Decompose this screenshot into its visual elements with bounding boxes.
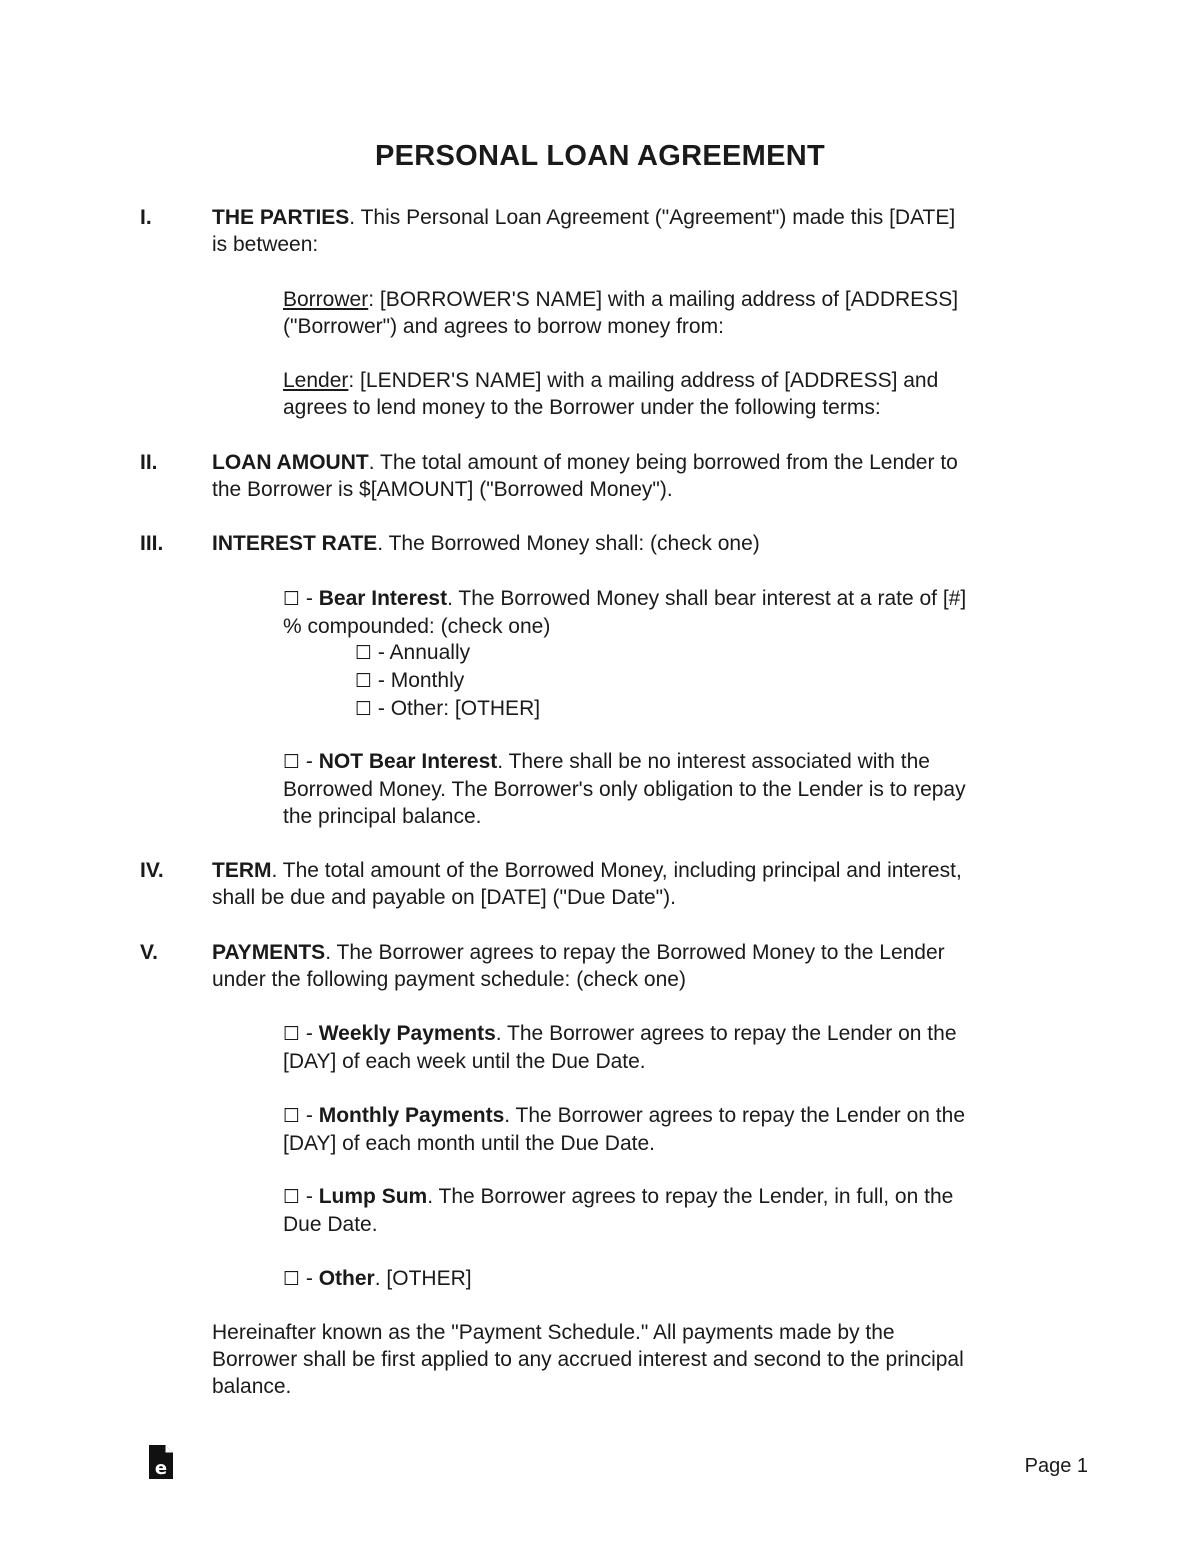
section-heading: PAYMENTS — [212, 941, 326, 964]
payment-schedule-note — [212, 1319, 1072, 1400]
option-label: Weekly Payments — [318, 1022, 496, 1045]
option-label: NOT Bear Interest — [318, 750, 498, 773]
text-line: ("Borrower") and agrees to borrow money from: — [283, 315, 724, 338]
section-text — [212, 204, 1060, 258]
section-text — [212, 449, 1060, 503]
section-number: I. — [140, 206, 152, 229]
option-label: Lump Sum — [318, 1185, 428, 1208]
section-heading: THE PARTIES — [212, 206, 350, 229]
checkbox[interactable]: ☐ — [283, 1186, 301, 1208]
eforms-logo-icon — [147, 1443, 175, 1481]
checkbox[interactable]: ☐ — [355, 670, 373, 692]
section-number: IV. — [140, 859, 164, 882]
page-number: Page 1 — [1024, 1455, 1088, 1477]
text-line: . The Borrowed Money shall: (check one) — [377, 532, 760, 555]
section-number: III. — [140, 532, 164, 555]
text-line: the principal balance. — [283, 805, 482, 828]
option-label: - Annually — [372, 641, 471, 664]
option-label: Other — [318, 1267, 375, 1290]
option-annually — [355, 639, 955, 667]
option-other-payment: ☐ - Other. [OTHER] — [283, 1267, 472, 1290]
checkbox[interactable]: ☐ — [283, 1105, 301, 1127]
text-line: Due Date. — [283, 1213, 378, 1236]
checkbox[interactable]: ☐ — [283, 588, 301, 610]
section-number: II. — [140, 451, 158, 474]
section-heading: LOAN AMOUNT — [212, 451, 369, 474]
text-line: . This Personal Loan Agreement ("Agreement") made this [DATE] — [349, 206, 956, 229]
text-line: . The total amount of the Borrowed Money, including principal and interest, — [271, 859, 962, 882]
text-line: is between: — [212, 233, 319, 256]
text-line: Borrower shall be first applied to any accrued interest and second to the principal — [212, 1348, 964, 1371]
text-line: agrees to lend money to the Borrower under the following terms: — [283, 396, 881, 419]
option-other — [355, 695, 955, 723]
option-monthly — [355, 667, 955, 695]
section-number: V. — [140, 941, 158, 964]
text-line: . [OTHER] — [374, 1267, 472, 1290]
section-text — [212, 939, 1060, 993]
lender-label: Lender — [283, 369, 349, 392]
option-label: - Other: [OTHER] — [372, 697, 541, 720]
section-heading: TERM — [212, 859, 272, 882]
checkbox[interactable]: ☐ — [355, 642, 373, 664]
text-line: . The total amount of money being borrowed from the Lender to — [368, 451, 958, 474]
section-text — [212, 857, 1060, 911]
text-line: . The Borrower agrees to repay the Borrowed Money to the Lender — [325, 941, 945, 964]
option-not-bear-interest: ☐ - NOT Bear Interest. There shall be no interest associated with the Borrowed Money. The Borrower's only obligation to the Lender is to repay the principal balance. — [283, 748, 1063, 830]
text-line: . There shall be no interest associated with the — [497, 750, 930, 773]
section-heading: INTEREST RATE — [212, 532, 378, 555]
text-line: . The Borrower agrees to repay the Lender on the — [495, 1022, 957, 1045]
section-text — [212, 530, 1060, 557]
text-line: : [LENDER'S NAME] with a mailing address of [ADDRESS] and — [348, 369, 939, 392]
text-line: . The Borrowed Money shall bear interest at a rate of [#] — [447, 587, 967, 610]
svg-text:e: e — [154, 1458, 168, 1479]
text-line: balance. — [212, 1375, 292, 1398]
checkbox[interactable]: ☐ — [283, 751, 301, 773]
compounding-options — [355, 639, 955, 723]
text-line: . The Borrower agrees to repay the Lender, in full, on the — [427, 1185, 954, 1208]
text-line: . The Borrower agrees to repay the Lender on the — [504, 1104, 965, 1127]
option-label: - Monthly — [372, 669, 465, 692]
checkbox[interactable]: ☐ — [283, 1023, 301, 1045]
text-line: Hereinafter known as the "Payment Schedule." All payments made by the — [212, 1321, 895, 1344]
text-line: [DAY] of each week until the Due Date. — [283, 1050, 646, 1073]
text-line: [DAY] of each month until the Due Date. — [283, 1132, 655, 1155]
lender-clause — [283, 367, 1063, 421]
option-monthly-payments: ☐ - Monthly Payments. The Borrower agrees to repay the Lender on the [DAY] of each month until the Due Date. — [283, 1102, 1063, 1157]
option-label: Monthly Payments — [318, 1104, 505, 1127]
borrower-label: Borrower — [283, 288, 369, 311]
text-line: : [BORROWER'S NAME] with a mailing address of [ADDRESS] — [368, 288, 959, 311]
option-lump-sum: ☐ - Lump Sum. The Borrower agrees to repay the Lender, in full, on the Due Date. — [283, 1183, 1063, 1238]
borrower-clause — [283, 286, 1063, 340]
text-line: % compounded: (check one) — [283, 615, 551, 638]
checkbox[interactable]: ☐ — [283, 1268, 301, 1290]
text-line: shall be due and payable on [DATE] ("Due Date"). — [212, 886, 676, 909]
text-line: the Borrower is $[AMOUNT] ("Borrowed Money"). — [212, 478, 673, 501]
text-line: Borrowed Money. The Borrower's only obligation to the Lender is to repay — [283, 778, 966, 801]
option-bear-interest: ☐ - Bear Interest. The Borrowed Money shall bear interest at a rate of [#] % compounded: (check one) — [283, 585, 1063, 640]
document-title: PERSONAL LOAN AGREEMENT — [375, 140, 825, 172]
text-line: under the following payment schedule: (check one) — [212, 968, 686, 991]
option-label: Bear Interest — [318, 587, 448, 610]
option-weekly-payments: ☐ - Weekly Payments. The Borrower agrees to repay the Lender on the [DAY] of each week until the Due Date. — [283, 1020, 1063, 1075]
checkbox[interactable]: ☐ — [355, 698, 373, 720]
